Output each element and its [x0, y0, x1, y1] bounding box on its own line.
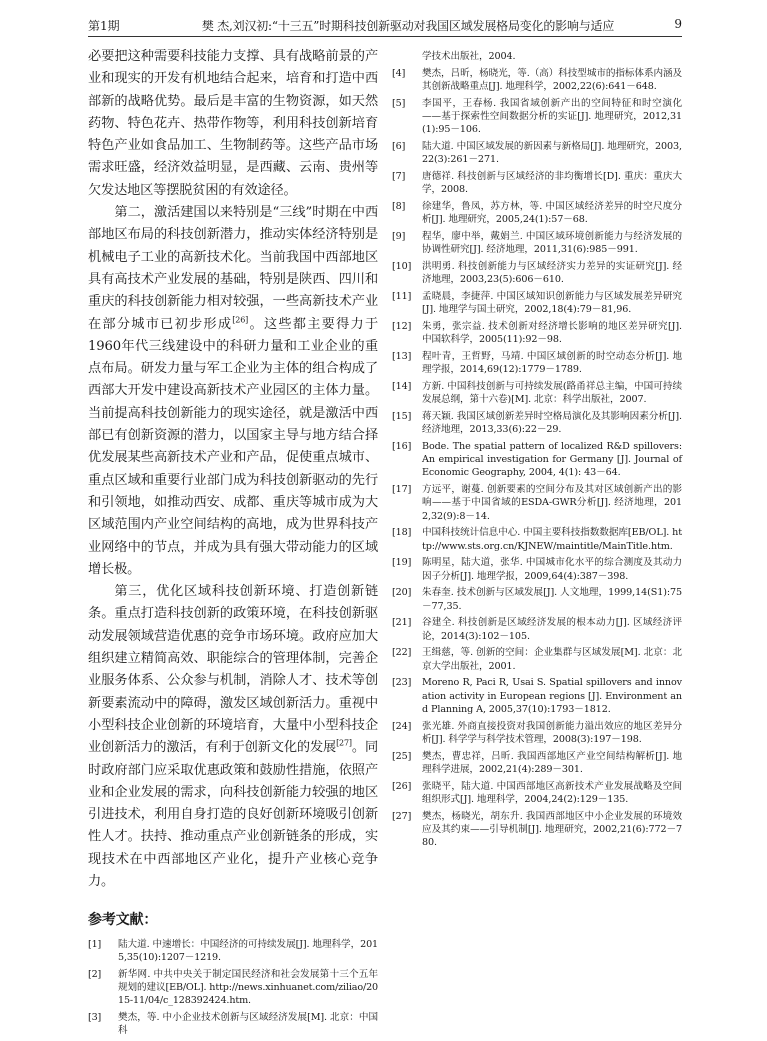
reference-text: 陆大道. 中速增长：中国经济的可持续发展[J]. 地理科学，2015,35(10):1207－1219. [118, 938, 378, 963]
reference-item [392, 200, 682, 226]
reference-item [392, 676, 682, 716]
reference-item [392, 67, 682, 93]
reference-text: 徐建华，鲁凤，苏方林，等. 中国区域经济差异的时空尺度分析[J]. 地理研究，2005,24(1):57－68. [422, 201, 682, 226]
reference-number: [16] [392, 441, 412, 452]
reference-text: 陆大道. 中国区域发展的新因素与新格局[J]. 地理研究，2003,22(3):261－271. [422, 141, 682, 166]
reference-number: [19] [392, 557, 412, 569]
reference-text: 朱春奎. 技术创新与区域发展[J]. 人文地理，1999,14(S1):75－77,35. [422, 587, 682, 612]
reference-number: [6] [392, 141, 406, 152]
reference-item [392, 380, 682, 406]
reference-item [392, 720, 682, 746]
left-column [88, 46, 378, 1041]
reference-continuation: 学技术出版社，2004. [422, 51, 516, 62]
paragraph-text: 。这些都主要得力于1960年代三线建设中的科研力量和工业企业的重点布局。研发力量与军工企业为主体的组合构成了西部大开发中建设高新技术产业园区的主体力量。当前提高科技创新能力的现实途径，就是激活中西部已有创新资源的潜力，以国家主导与地方结合择优发展某些高新技术产业和产品，促使重点城市、重点区域和重要行业部门成为科技创新驱动的先行和引领地，如推动西安、成都、重庆等城市成为大区域范围内产业空间结构的高地，成为世界科技产业网络中的节点，并成为具有强大带动能力的区域增长极。 [88, 316, 378, 577]
body-paragraph-2 [88, 202, 378, 581]
reference-number: [10] [392, 261, 412, 272]
paragraph-text: 第三，优化区域科技创新环境、打造创新链条。重点打造科技创新的政策环境，在科技创新驱动发展领域营造优惠的竞争市场环境。政府应加大组织建立精简高效、职能综合的管理体制，完善企业服务体系、公众参与机制，消除人才、技术等创新要素流动中的障碍，激发区域创新活力。重视中小型科技企业创新的环境培育，大量中小型科技企业创新活力的激活，有利于创新文化的发展 [88, 584, 378, 756]
reference-item [88, 1011, 378, 1037]
page-number: 9 [674, 17, 682, 31]
reference-number: [18] [392, 527, 412, 539]
reference-item [392, 97, 682, 137]
reference-number: [5] [392, 97, 406, 109]
references-list-left [88, 938, 378, 1038]
references-heading: 参考文献： [88, 912, 158, 929]
reference-item [392, 230, 682, 256]
reference-number: [4] [392, 67, 406, 79]
reference-text: Moreno R, Paci R, Usai S. Spatial spillovers and innovation activity in European regions [J]. Environment and Planning A, 2005,37(10):1793－1812. [422, 677, 682, 715]
reference-item [392, 556, 682, 582]
reference-text: 方远平，谢蔓. 创新要素的空间分布及其对区域创新产出的影响——基于中国省域的ESDA-GWR分析[J]. 经济地理，2012,32(9):8－14. [422, 484, 682, 522]
reference-number: [21] [392, 617, 412, 629]
paragraph-text: 第二，激活建国以来特别是“三线”时期在中西部地区布局的科技创新潜力，推动实体经济特别是机械电子工业的高新技术化。当前我国中西部地区具有高技术产业发展的基础，特别是陕西、四川和重庆的科技创新能力相对较强，一些高新技术产业在部分城市已初步形成 [88, 205, 378, 332]
reference-text: 谷建全. 科技创新是区域经济发展的根本动力[J]. 区域经济评论，2014(3):102－105. [422, 617, 682, 642]
reference-text: 方新. 中国科技创新与可持续发展(路甬祥总主编，中国可持续发展总纲，第十六卷)[M]. 北京：科学出版社，2007. [422, 381, 682, 406]
reference-item [392, 750, 682, 776]
reference-text: 樊杰，杨晓光，胡东升. 我国西部地区中小企业发展的环境效应及其约束——引导机制[J]. 地理研究，2002,21(6):772－780. [422, 810, 682, 849]
reference-number: [14] [392, 381, 412, 392]
reference-text: Bode. The spatial pattern of localized R&D spillovers: An empirical investigation for Germany [J]. Journal of Economic Geography, 2004, 4(1): 43－64. [422, 441, 682, 479]
reference-item [392, 780, 682, 806]
reference-number: [11] [392, 291, 412, 302]
reference-number: [8] [392, 201, 406, 212]
reference-text: 张晓平，陆大道. 中国西部地区高新技术产业发展战略及空间组织形式[J]. 地理科学，2004,24(2):129－135. [422, 780, 682, 805]
reference-item [392, 483, 682, 523]
reference-number: [23] [392, 677, 412, 689]
reference-number: [22] [392, 647, 412, 659]
citation-marker: [27] [336, 738, 352, 748]
reference-item [392, 290, 682, 316]
issue-label: 第1期 [88, 19, 120, 33]
reference-number: [1] [88, 938, 102, 950]
reference-number: [27] [392, 810, 412, 822]
reference-text: 程叶青，王哲野，马靖. 中国区域创新的时空动态分析[J]. 地理学报，2014,69(12):1779－1789. [422, 351, 682, 376]
reference-item [392, 440, 682, 480]
paragraph-text: 。同时政府部门应采取优惠政策和鼓励性措施，依照产业和企业发展的需求，向科技创新能力较强的地区引进技术，利用自身打造的良好创新环境吸引创新性人才。扶持、推动重点产业创新链条的形成，实现技术在中西部地区产业化，提升产业核心竞争力。 [88, 740, 379, 889]
reference-text: 樊杰，等. 中小企业技术创新与区域经济发展[M]. 北京：中国科 [118, 1011, 378, 1036]
reference-number: [3] [88, 1011, 102, 1023]
reference-item [392, 320, 682, 346]
reference-text: 蒋天颖. 我国区域创新差异时空格局演化及其影响因素分析[J]. 经济地理，2013,33(6):22－29. [422, 411, 682, 436]
reference-number: [2] [88, 968, 102, 980]
reference-text: 洪明勇. 科技创新能力与区域经济实力差异的实证研究[J]. 经济地理，2003,23(5):606－610. [422, 261, 682, 286]
reference-number: [15] [392, 411, 412, 422]
reference-number: [13] [392, 351, 412, 362]
running-title: 樊 杰,刘汉初:“十三五”时期科技创新驱动对我国区域发展格局变化的影响与适应 [201, 19, 615, 33]
reference-text: 王缉慈，等. 创新的空间：企业集群与区域发展[M]. 北京：北京大学出版社，2001. [422, 647, 682, 672]
references-list-right [392, 50, 682, 853]
reference-text: 朱勇，张宗益. 技术创新对经济增长影响的地区差异研究[J]. 中国软科学，2005(11):92－98. [422, 321, 682, 346]
reference-text: 程华，廖中举，戴娟兰. 中国区域环境创新能力与经济发展的协调性研究[J]. 经济地理，2011,31(6):985－991. [422, 231, 682, 256]
reference-item [88, 968, 378, 1008]
reference-item [392, 616, 682, 642]
reference-text: 新华网. 中共中央关于制定国民经济和社会发展第十三个五年规划的建议[EB/OL]. http://news.xinhuanet.com/ziliao/2015-11/04/c_128392424.htm. [118, 968, 378, 1006]
reference-number: [12] [392, 321, 412, 332]
reference-number: [24] [392, 720, 412, 732]
reference-number: [17] [392, 484, 412, 496]
reference-number: [26] [392, 780, 412, 792]
reference-item [392, 646, 682, 672]
reference-item [88, 938, 378, 964]
reference-number: [7] [392, 171, 406, 182]
reference-text: 中国科技统计信息中心. 中国主要科技指数数据库[EB/OL]. http://www.sts.org.cn/KJNEW/maintitle/MainTitle.htm. [422, 527, 682, 552]
reference-item [392, 810, 682, 850]
reference-item [392, 260, 682, 286]
reference-text: 张光雄. 外商直接投资对我国创新能力溢出效应的地区差异分析[J]. 科学学与科学技术管理，2008(3):197－198. [422, 720, 682, 745]
body-paragraph-1: 必要把这种需要科技能力支撑、具有战略前景的产业和现实的开发有机地结合起来，培育和打造中西部新的战略优势。最后是丰富的生物资源，如天然药物、特色花卉、热带作物等，利用科技创新培育特色产业如食品加工、生物制药等。这些产品市场需求旺盛，经济效益明显，是西藏、云南、贵州等欠发达地区等摆脱贫困的有效途径。 [88, 49, 378, 198]
reference-text: 唐德祥. 科技创新与区域经济的非均衡增长[D]. 重庆：重庆大学，2008. [422, 171, 682, 196]
reference-text: 李国平，王春杨. 我国省域创新产出的空间特征和时空演化——基于探索性空间数据分析的实证[J]. 地理研究，2012,31(1):95－106. [422, 97, 682, 136]
running-header [88, 14, 682, 37]
reference-item [392, 410, 682, 436]
reference-item [392, 350, 682, 376]
citation-marker: [26] [232, 315, 249, 325]
reference-item [392, 140, 682, 166]
reference-text: 陈明星，陆大道，张华. 中国城市化水平的综合测度及其动力因子分析[J]. 地理学报，2009,64(4):387－398. [422, 557, 682, 582]
reference-number: [20] [392, 587, 412, 599]
reference-item [392, 586, 682, 612]
body-paragraph-3 [88, 581, 378, 893]
reference-item [392, 170, 682, 196]
reference-number: [25] [392, 750, 412, 762]
reference-text: 孟晓晨，李捷萍. 中国区域知识创新能力与区域发展差异研究[J]. 地理学与国土研究，2002,18(4):79－81,96. [422, 291, 682, 316]
reference-number: [9] [392, 231, 406, 242]
reference-text: 樊杰，吕昕，杨晓光，等.（高）科技型城市的指标体系内涵及其创新战略重点[J]. 地理科学，2002,22(6):641－648. [422, 67, 682, 92]
reference-item [392, 526, 682, 552]
reference-text: 樊杰，曹忠祥，吕昕. 我国西部地区产业空间结构解析[J]. 地理科学进展，2002,21(4):289－301. [422, 750, 682, 775]
